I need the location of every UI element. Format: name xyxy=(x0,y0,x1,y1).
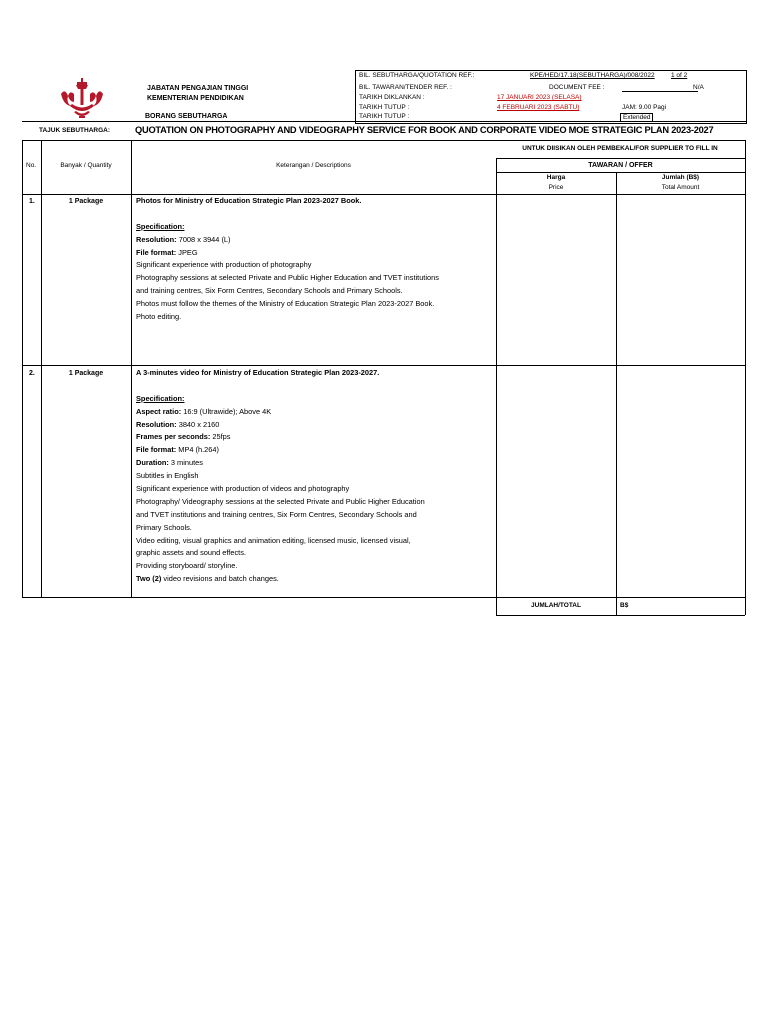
tender-ref-label: BIL. TAWARAN/TENDER REF. : xyxy=(359,84,452,91)
quotation-ref-value: KPE/HED/17.18(SEBUTHARGA)/008/2022 xyxy=(530,72,655,79)
extended-note: Extended xyxy=(620,113,653,122)
col-header-total-amount: Total Amount xyxy=(661,184,700,191)
closing-date-value: 4 FEBRUARI 2023 (SABTU) xyxy=(497,104,580,111)
date-advertised-value: 17 JANUARI 2023 (SELASA) xyxy=(497,94,582,101)
spec-line: Resolution: 7008 x 3944 (L) xyxy=(136,234,231,244)
col-header-price: Price xyxy=(548,184,564,191)
spec-line: and TVET institutions and training centres, Six Form Centres, Secondary Schools and xyxy=(136,509,417,519)
item-description xyxy=(136,195,439,324)
item-spec-heading: Specification: xyxy=(136,393,185,403)
spec-line: Resolution: 3840 x 2160 xyxy=(136,419,220,429)
spec-line: Photography/ Videography sessions at the selected Private and Public Higher Education xyxy=(136,496,425,506)
spec-line: Duration: 3 minutes xyxy=(136,458,203,468)
brunei-crest-logo xyxy=(56,76,108,120)
col-header-descriptions: Keterangan / Descriptions xyxy=(276,162,351,169)
closing-time: JAM: 9.00 Pagi xyxy=(622,104,667,111)
item-title: A 3-minutes video for Ministry of Education Strategic Plan 2023-2027. xyxy=(136,368,380,377)
spec-line: Subtitles in English xyxy=(136,471,199,481)
document-fee-label: DOCUMENT FEE : xyxy=(549,84,605,91)
spec-line: Primary Schools. xyxy=(136,522,192,532)
closing-date-label: TARIKH TUTUP : xyxy=(359,104,410,111)
quotation-ref-label: BIL. SEBUTHARGA/QUOTATION REF.: xyxy=(359,72,475,79)
spec-line: graphic assets and sound effects. xyxy=(136,548,246,558)
item-number: 2. xyxy=(29,370,35,377)
item-quantity: 1 Package xyxy=(68,370,104,377)
form-name: BORANG SEBUTHARGA xyxy=(145,113,228,120)
spec-line: Aspect ratio: 16:9 (Ultrawide); Above 4K xyxy=(136,406,272,416)
total-currency: B$ xyxy=(620,602,629,609)
offer-header: TAWARAN / OFFER xyxy=(588,162,653,169)
spec-line: File format: JPEG xyxy=(136,247,198,257)
spec-line: Video editing, visual graphics and animation editing, licensed music, licensed visual, xyxy=(136,535,411,545)
total-label: JUMLAH/TOTAL xyxy=(531,602,581,609)
spec-line: Photo editing. xyxy=(136,312,182,322)
title-label: TAJUK SEBUTHARGA: xyxy=(39,127,111,134)
col-header-jumlah: Jumlah (B$) xyxy=(661,174,700,181)
page-info: 1 of 2 xyxy=(671,72,688,79)
org-name-line2: KEMENTERIAN PENDIDIKAN xyxy=(147,95,244,102)
spec-line: Photography sessions at selected Private and Public Higher Education and TVET institutions xyxy=(136,273,439,283)
col-header-harga: Harga xyxy=(546,174,566,181)
item-quantity: 1 Package xyxy=(68,198,104,205)
org-name-line1: JABATAN PENGAJIAN TINGGI xyxy=(147,85,249,92)
spec-line: and training centres, Six Form Centres, Secondary Schools and Primary Schools. xyxy=(136,286,403,296)
col-header-no: No. xyxy=(26,162,37,169)
item-spec-heading: Specification: xyxy=(136,221,185,231)
spec-line: Significant experience with production of photography xyxy=(136,260,312,270)
spec-line: Significant experience with production of videos and photography xyxy=(136,484,350,494)
supplier-fill-note: UNTUK DIISIKAN OLEH PEMBEKAL/FOR SUPPLIER TO FILL IN xyxy=(522,145,718,152)
item-title: Photos for Ministry of Education Strategic Plan 2023-2027 Book. xyxy=(136,196,362,205)
item-number: 1. xyxy=(29,198,35,205)
spec-line: Providing storyboard/ storyline. xyxy=(136,561,238,571)
spec-line: Two (2) video revisions and batch changes. xyxy=(136,574,279,584)
item-description xyxy=(136,367,425,586)
quotation-title: QUOTATION ON PHOTOGRAPHY AND VIDEOGRAPHY SERVICE FOR BOOK AND CORPORATE VIDEO MOE STRATEGIC PLAN 2023-2027 xyxy=(135,125,714,135)
document-fee-value: N/A xyxy=(693,84,704,91)
document-fee-underline xyxy=(622,91,698,92)
closing-date-label-2: TARIKH TUTUP : xyxy=(359,113,410,120)
spec-line: Photos must follow the themes of the Ministry of Education Strategic Plan 2023-2027 Book. xyxy=(136,299,435,309)
col-header-quantity: Banyak / Quantity xyxy=(60,162,112,169)
title-row-top-border xyxy=(22,121,746,122)
spec-line: Frames per seconds: 25fps xyxy=(136,432,231,442)
date-advertised-label: TARIKH DIKLANKAN : xyxy=(359,94,425,101)
spec-line: File format: MP4 (h.264) xyxy=(136,445,219,455)
